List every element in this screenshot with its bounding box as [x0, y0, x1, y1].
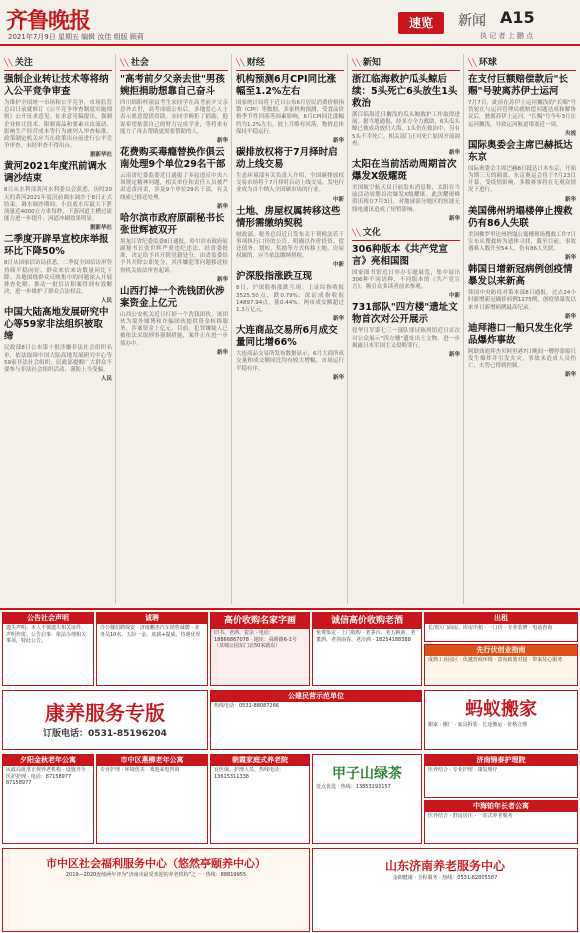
ad-text: 2019—2020连续两年评为"济南市最受欢迎的养老机构"之一 · 热线：88819955	[65, 872, 247, 878]
ad-text: 订版电话：0531-85196204	[43, 729, 167, 739]
article-body: 四川绵阳梓潼县考生宋同学在高考前夕父亲意外去世，高考成绩公布后，多地爱心人士表示愿意提供资助。宋同学婉拒了捐助，他说希望依靠自己的努力完成学业，等将来有能力了再去帮助更需要帮助的人。	[120, 100, 228, 135]
article-source: 新华	[216, 349, 228, 356]
column-knowledge	[350, 54, 462, 604]
headline[interactable]: 韩国日增新冠病例创疫情暴发以来新高	[468, 264, 573, 288]
ad-title: 公告社会声明	[3, 613, 93, 624]
ad-zhonghai-apartment[interactable]	[424, 800, 578, 844]
article-body: 韩国中央防疫对策本部8日通报，过去24小时新增新冠确诊病例1275例，创疫情暴发以来单日新增病例最高纪录。	[468, 290, 576, 311]
ad-text: 办公楼招聘保安 · 济南鹏杰汽车销售诚聘 · 业务员10名、五险一金、底薪+提成、待遇优厚	[100, 625, 201, 638]
headline[interactable]: 在支付巨额赔偿款后"长赐"号驶离苏伊士运河	[468, 74, 568, 97]
ad-rental[interactable]	[424, 612, 578, 642]
column-focus	[2, 54, 114, 604]
article-body: 山西公安机关近日打掉一个洗钱团伙，该团伙为境外赌博和诈骗团伙提供资金转移服务，涉案资金上亿元。目前，犯罪嫌疑人已被依法采取刑事强制措施，案件正在进一步侦办中。	[120, 311, 228, 347]
ad-text: 金朗健康 · 全程服务 · 热线：0531-82805587	[392, 875, 498, 881]
article-body: 为维护全国统一市场和公平竞争，市场监管总局日前就修订《公平竞争审查制度实施细则》公开征求意见。征求意见稿提出，强制企业转让技术、限制商品和要素自由流动、影响生产经营成本等行为被列入审查标准，政策制定机关应当在政策出台前进行公平竞争审查，未经审查不得出台。	[4, 100, 112, 150]
article-source: 新华	[564, 196, 576, 203]
article-source: 人民	[100, 376, 112, 383]
section-badge: 速览	[398, 12, 444, 34]
article-body: 阿联酋迪拜杰贝阿里港7日晚间一艘停靠船只发生爆炸并引发火灾，事故未造成人员伤亡，火势已得到控制。	[468, 348, 577, 370]
page-number: A15	[500, 8, 535, 27]
ad-misc[interactable]	[210, 690, 422, 750]
headline[interactable]: 黄河2021年度汛前调水调沙结束	[4, 161, 107, 185]
article-body: 国家统计局将于近日公布6月居民消费价格指数（CPI）等数据。多家机构预测，受食品价格季节性回落等因素影响，6月CPI同比涨幅约为1.2%左右，较上月略有回落，物价总体保持平稳运行。	[236, 100, 345, 135]
newspaper-logo: 齐鲁晚报	[6, 8, 91, 34]
article-source: 中新	[332, 196, 344, 203]
section-label: ╲╲ 关注	[4, 54, 112, 71]
ad-title: 夕阳金秋老年公寓	[3, 755, 93, 766]
section-label: ╲╲ 社会	[120, 54, 228, 71]
headline[interactable]: 机构预测6月CPI同比涨幅至1.2%左右	[236, 74, 337, 97]
ad-title: 甲子山绿茶	[332, 766, 402, 782]
ad-hiring[interactable]	[96, 612, 208, 686]
column-world	[466, 54, 578, 604]
ad-calligraphy[interactable]	[210, 612, 310, 686]
ad-moving[interactable]	[424, 690, 578, 750]
article-body: 民政部8日公布第十批涉嫌非法社会组织名单，依法取缔中国大陆高地发展研究中心等59家非法社会组织。民政部提醒广大群众不要参与非法社会组织活动，谨防上当受骗。	[4, 345, 112, 374]
ad-jintai-nursing[interactable]	[424, 754, 578, 798]
article-body: 黑龙江省纪委监委8日通报，哈尔滨市政府原副秘书长张世辉严重违纪违法，经省委批准，决定给予其开除党籍处分，由省监委给予其开除公职处分，其涉嫌犯罪问题移送检察机关依法审查起诉。	[120, 238, 229, 274]
page-header	[0, 0, 580, 46]
article-source: 央视	[564, 130, 576, 137]
ad-text: 成熟工业园区 · 优越营商环境 · 意向政策对接 · 带来驻心服务	[428, 657, 563, 663]
section-title: 新闻	[458, 13, 486, 29]
article-source: 新华	[448, 215, 460, 222]
ad-title: 先行伏创业指南	[425, 645, 577, 656]
headline[interactable]: "高考前夕父亲去世"男孩婉拒捐助想靠自己奋斗	[120, 74, 225, 97]
article-body: 侵华日军第七三一部队罪证陈列馆近日首次对公众展示"四方楼"遗址出土文物，进一步揭露日本军国主义侵略罪行。	[352, 328, 460, 349]
article-source: 人民	[100, 298, 112, 305]
article-body: 8日从水利部黄河水利委员会获悉，历时20天的黄河2021年度汛前调水调沙于8日正式结束。调水调沙期间，小浪底水库最大下泄流量近4000立方米每秒，下游河道主槽过流能力进一步提升，河道冲刷效果明显。	[4, 187, 112, 223]
headline[interactable]: 美国佛州坍塌楼停止搜救仍有86人失联	[468, 205, 573, 229]
article-body: 国际奥委会主席巴赫8日抵达日本东京，开始为期三天的隔离。东京奥运会将于7月23日开幕，受疫情影响，多数赛事将在无观众情况下进行。	[468, 165, 577, 194]
ad-title: 中海铂年长者公寓	[425, 801, 577, 812]
ad-text: 旧书、老酒、瓷杂 · 电话：18866867078 · 地址：舜耕路6-1号（泉城公园东门北50米路东）	[214, 630, 297, 650]
ad-industry-park[interactable]	[424, 644, 578, 686]
headline[interactable]: 强制企业转让技术等将纳入公平竞争审查	[4, 74, 109, 97]
ad-liquor[interactable]	[312, 612, 422, 686]
headline[interactable]: 中国大陆高地发展研究中心等59家非法组织被取缔	[4, 307, 109, 343]
article-body: 7月7日，此前在苏伊士运河搁浅的"长赐"号货轮在与运河管理局就赔偿问题达成和解协议后，驶离苏伊士运河。"长赐"号今年3月在运河搁浅，导致运河航道堵塞近一周。	[468, 100, 576, 128]
ad-text: 搬家 · 搬厂 · 家具拆装 · 长途搬运 · 价格合理	[428, 722, 528, 728]
article-source: 中新	[332, 262, 344, 269]
ad-title: 市中区社会福利服务中心（悠然亭颐养中心）	[46, 857, 266, 870]
ad-title: 诚信高价收购老酒	[313, 613, 421, 629]
ad-text: 专业护理 · 环境优美 · 欢迎来电咨询	[100, 767, 180, 773]
ad-text: 壹点优选 · 热线：13853193157	[316, 784, 391, 790]
ad-text: 免费鉴定 · 上门收购 · 老茅台、老五粮液、老董酒、老剑南春、老汾酒 · 18254188388	[316, 630, 416, 643]
headline[interactable]: 土地、房屋权属转移这些情形需缴纳契税	[236, 205, 341, 229]
ad-text: 有医保、护理人员、热线电话：13615311338	[214, 767, 285, 780]
article-source: 新华	[332, 374, 344, 381]
column-divider	[463, 54, 464, 604]
article-body: 国家图书馆近日举办专题展览，集中展出306种不同语种、不同版本的《共产党宣言》，吸引众多读者前来参观。	[352, 269, 460, 291]
headline[interactable]: 花费购买毒瘾替换作俱云南处理9个单位29名干部	[120, 147, 226, 171]
ad-title: 市中区燕柳老年公寓	[97, 755, 207, 766]
ad-title: 朝霞家庭式养老院	[211, 755, 309, 766]
article-source: 新华	[216, 203, 228, 210]
section-label: ╲╲ 新知	[352, 54, 460, 71]
headline[interactable]: 731部队"四方楼"遗址文物首次对公开展示	[352, 302, 458, 326]
article-body: 财政部、税务总局近日发布关于契税法若干事项执行口径的公告，明确以作价投资、偿还债务、划转、奖励等方式转移土地、房屋权属的，应当依法缴纳契税。	[236, 231, 344, 260]
article-source: 新华	[216, 138, 228, 145]
article-body: 大连商品交易所发布数据显示，6月大商所成交量和成交额同比均有较大增幅，市场运行平稳有序。	[236, 351, 345, 372]
article-source: 新华	[332, 138, 344, 145]
headline[interactable]: 306种版本《共产党宣言》亮相国图	[352, 243, 448, 267]
column-finance	[234, 54, 346, 604]
dateline: 2021年7月9日 星期五 编辑 汝佳 组版 顾莉	[8, 33, 144, 41]
column-divider	[115, 54, 116, 604]
article-source: 新华	[564, 372, 576, 379]
article-source: 中新	[448, 293, 460, 300]
article-source: 新华	[332, 316, 344, 323]
column-society	[118, 54, 230, 604]
headline[interactable]: 大连商品交易所6月成交量同比增66%	[236, 325, 338, 349]
ad-title: 康养服务专版	[45, 701, 165, 725]
headline[interactable]: 迪拜港口一船只发生化学品爆炸事故	[468, 322, 573, 346]
ad-zhaoxia-care[interactable]	[210, 754, 310, 844]
ad-text: 民政局批准正规养老机构 · 设施齐全 · 医护护理 · 电话：87158977 87158977	[6, 767, 89, 787]
ad-text: 医养结合 · 舒适居住 · 一站式养老服务	[428, 813, 513, 819]
ad-title: 诚聘	[97, 613, 207, 624]
section-label: ╲╲ 文化	[352, 224, 460, 241]
article-source: 据新华社	[89, 225, 112, 232]
headline[interactable]: 国际奥委会主席巴赫抵达东京	[468, 139, 573, 163]
ad-sunset-apartment[interactable]	[2, 754, 94, 844]
ad-elderly-care-banner[interactable]	[2, 690, 208, 750]
ad-welfare-center[interactable]	[2, 848, 310, 932]
ad-text: 医养结合 · 专业护理 · 康复理疗	[428, 767, 498, 773]
article-source: 新华	[448, 352, 460, 359]
article-source: 新华	[564, 255, 576, 262]
article-source: 新华	[564, 313, 576, 320]
article-body: 云南省纪委监委近日通报了多起违反中央八项规定精神问题，相关单位和责任人员被严肃追责问责，涉及9个单位29名干部，有关线索已移送处理。	[120, 173, 228, 201]
ad-notice[interactable]	[2, 612, 94, 686]
headline[interactable]: 碳排放权将于7月择时启动上线交易	[236, 147, 338, 171]
ad-jinan-elderly-center[interactable]	[312, 848, 578, 932]
ad-text: 热线电话：0531-88087266	[214, 703, 279, 709]
headline[interactable]: 沪深股指涨跌互现	[236, 271, 313, 283]
classified-ads-area	[0, 608, 580, 933]
ad-text: 长清区门面房、库房出租 · 一口价 · 专业装修 · 电话咨询	[428, 625, 553, 631]
ad-title: 公建民营示范单位	[211, 691, 421, 702]
headline[interactable]: 哈尔滨市政府原副秘书长张世辉被双开	[120, 212, 225, 236]
article-body: 美国航空航天局日前发布消息称，太阳在当前活动周期首次爆发X级耀斑。此次耀斑峰值出现在7月3日，对地球部分地区的短波无线电通讯造成了短暂影响。	[352, 185, 460, 213]
article-source: 新华	[216, 276, 228, 283]
editor-line: 执 记 者 上 鹏 点	[480, 32, 534, 40]
ad-green-tea[interactable]	[312, 754, 422, 844]
article-source: 新华	[448, 150, 460, 157]
column-divider	[347, 54, 348, 604]
article-source: 据新华社	[89, 152, 112, 159]
column-divider	[231, 54, 232, 604]
ad-title: 出租	[425, 613, 577, 624]
article-body: 生态环境部有关负责人介绍，全国碳排放权交易市场将于7月择时启动上线交易，发电行业成为首个纳入全国碳市场的行业。	[236, 173, 345, 194]
headline[interactable]: 浙江临海救护瓜头鲸后续：5头死亡6头放生1头救治	[352, 74, 458, 109]
ad-title: 山东济南养老服务中心	[384, 859, 505, 873]
ad-title: 蚂蚁搬家	[465, 699, 537, 720]
headline[interactable]: 山西打掉一个洗钱团伙涉案资金上亿元	[120, 285, 225, 309]
article-body: 8日，沪深股指涨跌互现。上证综指收报3525.50点，跌0.79%；深证成指收报14897.94点，涨0.44%。两市成交额超过1.3万亿元。	[236, 285, 344, 314]
article-body: 美国佛罗里达州坍塌公寓楼现场搜救工作7日宣布从搜救转为遗体寻找，截至目前，事故遇难人数升至54人，仍有86人失联。	[468, 231, 577, 253]
article-body: 8日从国家信访局获悉，二季度全国信访形势持续平稳向好，群众来信来访数量同比下降。各地围绕群众反映集中的问题深入开展排查化解，推动一批信访积案得到有效解决，进一步维护了群众合法权益。	[4, 260, 113, 296]
headline[interactable]: 二季度开辟旱宣校床举报环比下降50%	[4, 234, 109, 258]
ad-title: 高价收购名家字画	[211, 613, 309, 629]
headline[interactable]: 太阳在当前活动周期首次爆发X级耀斑	[352, 159, 457, 183]
section-label: ╲╲ 环球	[468, 54, 576, 71]
ad-yanliu-apartment[interactable]	[96, 754, 208, 844]
ad-title: 济南锦泰护理院	[425, 755, 577, 766]
ad-text: 遗失声明：本人不慎遗失相关证件，声明作废。公告启事：依法办理相关事项，特此公告。	[6, 625, 87, 645]
article-body: 浙江临海近日搁浅的瓜头鲸救护工作取得进展。据当地通报，经多方全力救助，6头瓜头鲸已被成功放归大海，1头仍在救治中，另有5头不幸死亡，相关部门正对死亡原因开展调查。	[352, 112, 461, 147]
section-label: ╲╲ 财经	[236, 54, 344, 71]
